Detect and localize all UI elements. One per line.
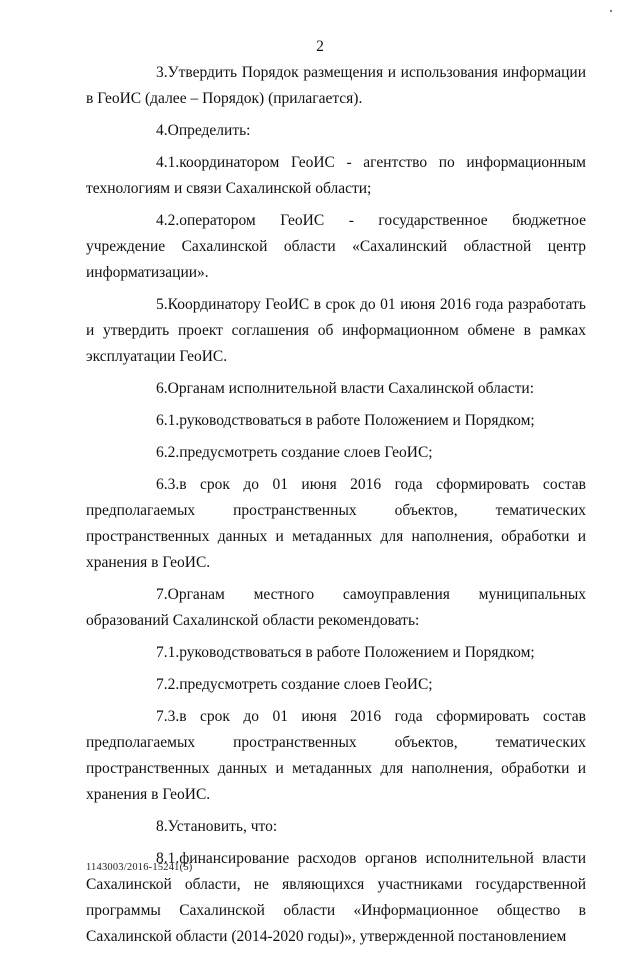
paragraph-7-1: [86, 640, 586, 666]
document-body: [86, 60, 586, 956]
paragraph-text: Органам местного самоуправления муниципальных образований Сахалинской области рекомендовать:: [86, 586, 586, 629]
paragraph-6: [86, 376, 586, 402]
paragraph-number: 8.1.: [156, 850, 180, 867]
paragraph-text: Органам исполнительной власти Сахалинской области:: [167, 380, 534, 397]
paragraph-number: 6.: [156, 380, 168, 397]
paragraph-number: 7.3.: [156, 708, 180, 725]
paragraph-8: [86, 814, 586, 840]
paragraph-4-1: [86, 150, 586, 202]
paragraph-6-1: [86, 408, 586, 434]
paragraph-3: [86, 60, 586, 112]
paragraph-6-3: [86, 472, 586, 576]
scan-speck: [610, 10, 612, 12]
document-registration-code: 1143003/2016-15241(5): [86, 862, 193, 873]
paragraph-text: Координатору ГеоИС в срок до 01 июня 2016 года разработать и утвердить проект соглашения об информационном обмене в рамках эксплуатации ГеоИС.: [86, 296, 586, 365]
paragraph-number: 8.: [156, 818, 168, 835]
paragraph-4-2: [86, 208, 586, 286]
paragraph-number: 4.2.: [156, 212, 180, 229]
paragraph-text: оператором ГеоИС - государственное бюджетное учреждение Сахалинской области «Сахалинский областной центр информатизации».: [86, 212, 586, 281]
paragraph-7-2: [86, 672, 586, 698]
paragraph-text: в срок до 01 июня 2016 года сформировать состав предполагаемых пространственных объектов, тематических пространственных данных и метаданных для наполнения, обработки и хранения в ГеоИС.: [86, 476, 586, 571]
paragraph-number: 7.1.: [156, 644, 180, 661]
paragraph-7-3: [86, 704, 586, 808]
paragraph-5: [86, 292, 586, 370]
paragraph-number: 3.: [156, 64, 168, 81]
paragraph-number: 5.: [156, 296, 168, 313]
paragraph-text: Утвердить Порядок размещения и использования информации в ГеоИС (далее – Порядок) (прилагается).: [86, 64, 586, 107]
paragraph-text: руководствоваться в работе Положением и Порядком;: [179, 644, 535, 661]
paragraph-7: [86, 582, 586, 634]
paragraph-text: финансирование расходов органов исполнительной власти Сахалинской области, не являющихся участниками государственной программы Сахалинской области «Информационное общество в Сахалинской области (2014-2020 годы)», утвержденной постановлением: [86, 850, 586, 945]
paragraph-text: руководствоваться в работе Положением и Порядком;: [179, 412, 535, 429]
paragraph-number: 7.2.: [156, 676, 180, 693]
page-number: 2: [316, 38, 324, 55]
paragraph-text: Установить, что:: [167, 818, 278, 835]
paragraph-number: 6.2.: [156, 444, 180, 461]
paragraph-number: 6.3.: [156, 476, 180, 493]
paragraph-number: 6.1.: [156, 412, 180, 429]
paragraph-text: в срок до 01 июня 2016 года сформировать состав предполагаемых пространственных объектов, тематических пространственных данных и метаданных для наполнения, обработки и хранения в ГеоИС.: [86, 708, 586, 803]
paragraph-text: предусмотреть создание слоев ГеоИС;: [179, 444, 433, 461]
paragraph-4: [86, 118, 586, 144]
paragraph-text: предусмотреть создание слоев ГеоИС;: [179, 676, 433, 693]
paragraph-text: координатором ГеоИС - агентство по информационным технологиям и связи Сахалинской области;: [86, 154, 586, 197]
paragraph-6-2: [86, 440, 586, 466]
paragraph-number: 4.1.: [156, 154, 180, 171]
paragraph-number: 4.: [156, 122, 168, 139]
paragraph-text: Определить:: [167, 122, 251, 139]
paragraph-number: 7.: [156, 586, 168, 603]
